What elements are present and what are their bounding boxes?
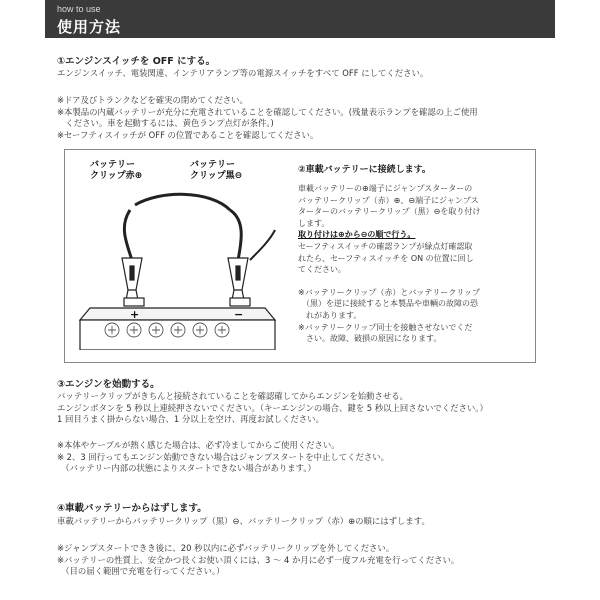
plus-terminal [124,298,144,306]
page-header [45,0,555,38]
step2-emphasis: 取り付けは⊕から⊖の順で行う。 [298,230,416,240]
step2-line: れたら、セーフティスイッチを ON の位置に回し [298,253,474,263]
step1-text: エンジンスイッチ、電装関連、インテリアランプ等の電源スイッチをすべて OFF にしてください。 [57,68,429,78]
step1-notes [57,95,478,141]
battery-top [80,308,275,320]
black-clip-label-line1: バッテリー [190,160,236,170]
step2-notes [298,287,530,345]
step3-line: バッテリークリップがきちんと接続されていることを確認確してからエンジンを始動させる。 [57,391,408,401]
step2-note: ※バッテリークリップ（赤）とバッテリークリップ [298,287,481,297]
step3-title: ③エンジンを始動する。 [57,379,160,390]
step3-note: （バッテリー内部の状態によりスタートできない場合があります。） [57,463,316,474]
page-title: 使用方法 [57,18,122,36]
step2-line: てください。 [298,265,346,275]
step2-text [298,162,530,345]
black-clip-label-line2: クリップ黒⊖ [190,171,243,181]
step3-note: ※ 2、3 回行ってもエンジン始動できない場合はジャンプスタートを中止してください。 [57,451,389,462]
step2-note: れがあります。 [298,310,362,320]
step3-notes [57,440,389,475]
step2-line: します。 [298,218,330,228]
step3-note: ※本体やケーブルが熱く感じた場合は、必ず冷ましてからご使用ください。 [57,440,340,450]
battery-illustration [70,180,285,350]
step3-line: 1 回目うまく掛からない場合、1 分以上を空け、再度お試しください。 [57,414,324,425]
red-clip-label-line2: クリップ赤⊕ [90,171,143,181]
step2-line: バッテリークリップ（赤）⊕、⊖端子にジャンプス [298,195,479,205]
step3-line: エンジンボタンを 5 秒以上連続押さないでください。（キーエンジンの場合、鍵を 5 秒以上回さないでください。） [57,402,488,413]
step2-line: セーフティスイッチの確認ランプが緑点灯確認取 [298,241,473,251]
step1-note: ※ドア及びトランクなどを確実の閉めてください。 [57,95,248,105]
step3-text [57,391,488,426]
step4-note: ※バッテリーの性質上、安全かつ長くお使い頂くには、3 ～ 4 か月に必ず一度フル充電を行ってください。 [57,554,460,565]
minus-mark: − [234,308,244,321]
red-clip-label [90,160,142,182]
step1-note: ※セーフティスイッチが OFF の位置であることを確認してください。 [57,129,319,140]
step2-paragraph [298,183,530,276]
step1-note: ください。車を起動するには、黄色ランプ点灯が条件。) [57,118,274,129]
step2-title: ②車載バッテリーに接続します。 [298,165,431,175]
step4-note: ※ジャンプスタートできき後に、20 秒以内に必ずバッテリークリップを外してください。 [57,543,395,553]
minus-terminal [230,298,250,306]
black-clip-cable [135,194,230,210]
step2-note: ※バッテリークリップ同士を接触させないでくだ [298,322,473,332]
step4-note: （目の届く範囲で充電を行ってください。） [57,566,225,577]
step1-title: ①エンジンスイッチを OFF にする。 [57,56,216,67]
step1-note: ※本製品の内蔵バッテリーが充分に充電されていることを確認してください。(残量表示ランプを確認の上ご使用 [57,106,478,117]
step2-line: 車載バッテリーの⊕端子にジャンプスターターの [298,184,473,193]
step4-title: ④車載バッテリーからはずします。 [57,503,207,514]
step2-line: ターターのバッテリークリップ（黒）⊖を取り付け [298,207,481,217]
header-subtitle: how to use [57,4,101,14]
step2-note: さい。故障、破損の原因になります。 [298,334,442,344]
plus-mark: + [130,308,140,321]
red-clip-cable [124,210,132,260]
step4-text: 車載バッテリーからバッテリークリップ（黒）⊖、バッテリークリップ（赤）⊕の順にはずします。 [57,516,430,526]
step2-note: （黒）を逆に接続すると本製品や車輌の故障の恐 [298,299,478,309]
red-clip-label-line1: バッテリー [90,160,136,170]
black-clip-label [190,160,242,182]
step4-notes [57,543,459,578]
